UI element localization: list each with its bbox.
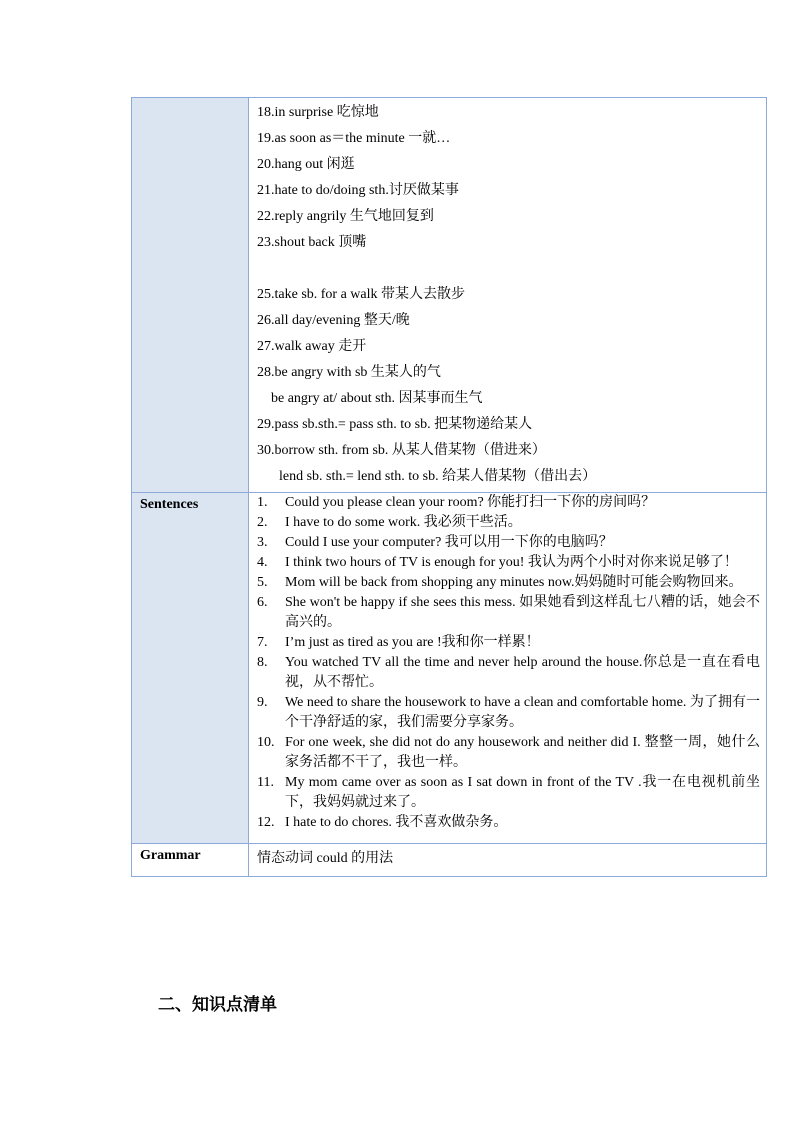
sentence-item (257, 653, 760, 693)
phrase-item: 29.pass sb.sth.= pass sth. to sb. 把某物递给某人 (257, 417, 533, 432)
phrase-item: 21.hate to do/doing sth.讨厌做某事 (257, 183, 459, 198)
phrase-item: 28.be angry with sb 生某人的气 (257, 365, 441, 380)
phrase-item: 18.in surprise 吃惊地 (257, 105, 379, 120)
grammar-row (132, 844, 767, 877)
sentence-text: We need to share the housework to have a clean and comfortable home. 为了拥有一个干净舒适的家，我们需要分享家务。 (285, 695, 760, 730)
sentence-number: 11. (257, 775, 274, 790)
sentence-number: 7. (257, 635, 268, 650)
sentence-number: 2. (257, 515, 268, 530)
sentence-item (257, 813, 760, 833)
sentence-number: 12. (257, 815, 275, 830)
sentence-item (257, 493, 760, 513)
sentence-item (257, 633, 760, 653)
phrase-item: 20.hang out 闲逛 (257, 157, 355, 172)
sentence-number: 10. (257, 735, 275, 750)
grammar-text: 情态动词 could 的用法 (257, 851, 394, 866)
grammar-cell (249, 844, 767, 877)
sentence-text: You watched TV all the time and never help around the house.你总是一直在看电视，从不帮忙。 (285, 655, 760, 690)
phrase-item: lend sb. sth.= lend sth. to sb. 给某人借某物（借出去） (279, 469, 597, 484)
phrase-item: be angry at/ about sth. 因某事而生气 (271, 391, 483, 406)
sentence-text: Could you please clean your room? 你能打扫一下你的房间吗？ (285, 495, 656, 510)
sentence-item (257, 733, 760, 773)
phrases-cell (249, 98, 767, 493)
sentence-item (257, 573, 760, 593)
phrase-blank-line (257, 256, 766, 282)
sentences-label: Sentences (132, 493, 249, 844)
sentences-cell (249, 493, 767, 844)
phrase-item: 19.as soon as＝the minute 一就… (257, 131, 451, 146)
sentence-text: She won't be happy if she sees this mess. 如果她看到这样乱七八糟的话，她会不高兴的。 (285, 595, 760, 630)
grammar-label: Grammar (132, 844, 249, 877)
sentence-item (257, 533, 760, 553)
summary-table (131, 97, 767, 877)
sentence-number: 1. (257, 495, 268, 510)
sentence-text: Mom will be back from shopping any minutes now.妈妈随时可能会购物回来。 (285, 575, 743, 590)
sentence-text: I think two hours of TV is enough for you! 我认为两个小时对你来说足够了！ (285, 555, 738, 570)
sentence-text: I have to do some work. 我必须干些活。 (285, 515, 522, 530)
sentence-number: 5. (257, 575, 268, 590)
phrase-item: 23.shout back 顶嘴 (257, 235, 367, 250)
phrase-item: 25.take sb. for a walk 带某人去散步 (257, 287, 466, 302)
sentence-number: 4. (257, 555, 268, 570)
sentence-item (257, 513, 760, 533)
phrases-row (132, 98, 767, 493)
sentence-text: I’m just as tired as you are !我和你一样累！ (285, 635, 540, 650)
sentence-text: Could I use your computer? 我可以用一下你的电脑吗？ (285, 535, 613, 550)
sentence-text: I hate to do chores. 我不喜欢做杂务。 (285, 815, 508, 830)
sentence-number: 9. (257, 695, 268, 710)
sentence-item (257, 553, 760, 573)
phrases-label-cell (132, 98, 249, 493)
sentence-text: For one week, she did not do any housework and neither did I. 整整一周，她什么家务活都不干了，我也一样。 (285, 735, 760, 770)
phrase-item: 30.borrow sth. from sb. 从某人借某物（借进来） (257, 443, 546, 458)
phrase-item: 22.reply angrily 生气地回复到 (257, 209, 434, 224)
sentence-item (257, 593, 760, 633)
phrase-item: 26.all day/evening 整天/晚 (257, 313, 410, 328)
section-title: 二、知识点清单 (158, 995, 277, 1015)
phrase-item: 27.walk away 走开 (257, 339, 367, 354)
sentence-number: 6. (257, 595, 268, 610)
sentence-item (257, 693, 760, 733)
sentence-item (257, 773, 760, 813)
sentence-number: 8. (257, 655, 268, 670)
sentence-text: My mom came over as soon as I sat down in front of the TV .我一在电视机前坐下，我妈妈就过来了。 (285, 775, 760, 810)
sentences-row (132, 493, 767, 844)
sentence-number: 3. (257, 535, 268, 550)
